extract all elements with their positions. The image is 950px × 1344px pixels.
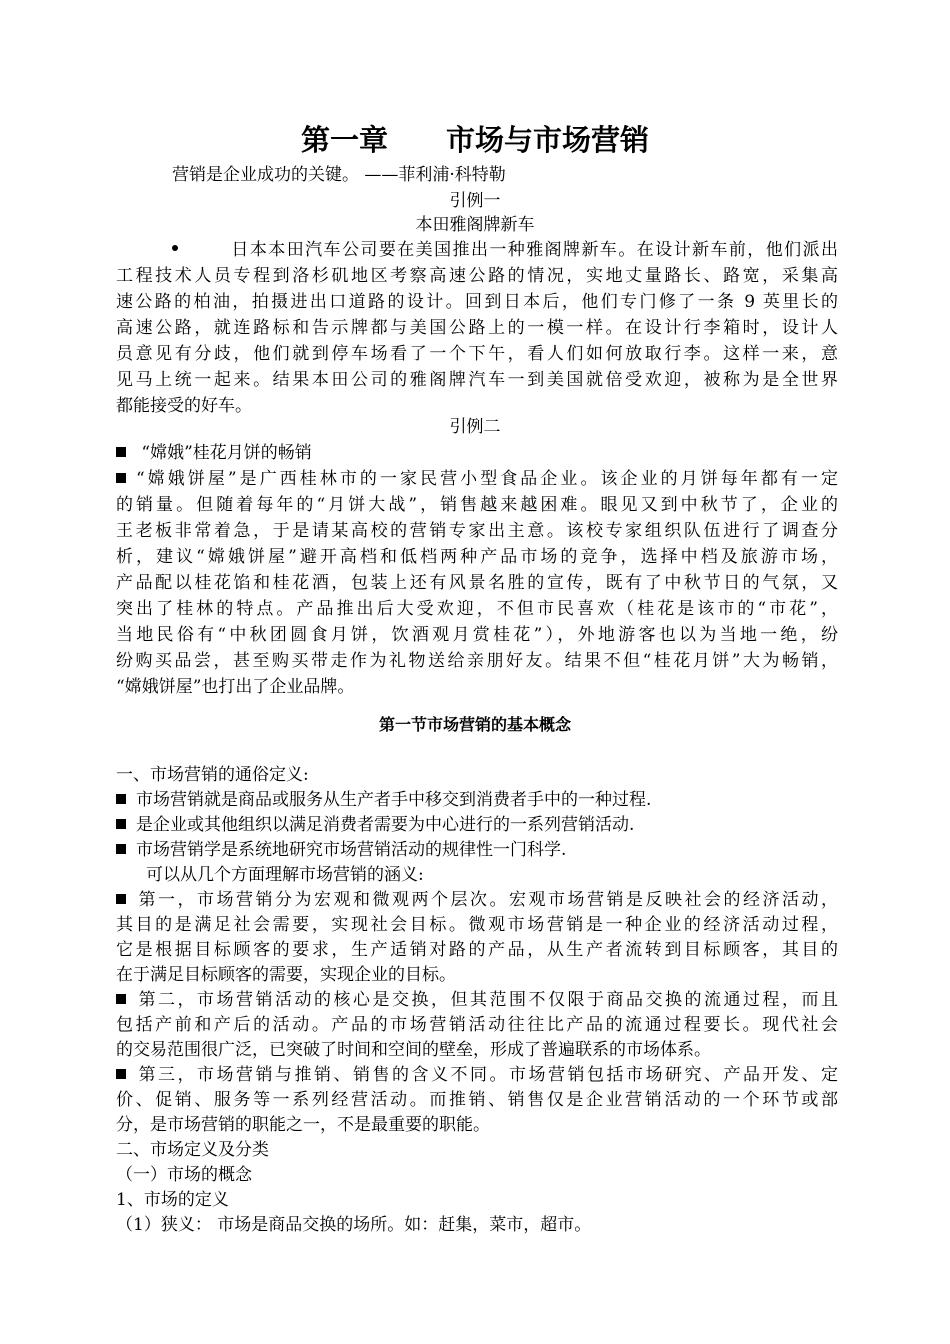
square-bullet-icon [116,844,126,854]
case1-heading: 引例一 [449,191,501,211]
aspect3-line-1: 价、促销、服务等一系列经营活动。而推销、销售仅是企业营销活动的一个环节或部 [116,1090,838,1110]
aspect1-line-0: 第一，市场营销分为宏观和微观两个层次。宏观市场营销是反映社会的经济活动， [116,887,838,913]
definition-item-0: 市场营销就是商品或服务从生产者手中移交到消费者手中的一种过程. [116,787,838,813]
market-definition-heading: 1、市场的定义 [116,1190,229,1210]
aspect3-line-0: 第三，市场营销与推销、销售的含义不同。市场营销包括市场研究、产品开发、定 [116,1062,838,1088]
market-narrow-definition: （1）狭义： 市场是商品交换的场所。如：赶集，菜市，超市。 [116,1215,592,1235]
case2-line-2: 王老板非常着急，于是请某高校的营销专家出主意。该校专家组织队伍进行了调查分 [116,521,838,541]
case1-line-1: 工程技术人员专程到洛杉矶地区考察高速公路的情况，实地丈量路长、路宽，采集高 [116,266,838,286]
square-bullet-icon [116,894,126,904]
case2-line-8: “嫦娥饼屋”也打出了企业品牌。 [116,677,355,697]
square-bullet-icon [116,473,126,483]
aspect2-line-1: 包括产前和产后的活动。产品的市场营销活动往往比产品的流通过程要长。现代社会 [116,1015,838,1035]
definition-item-2: 市场营销学是系统地研究市场营销活动的规律性一门科学. [116,837,838,863]
case2-heading: 引例二 [449,417,501,437]
case2-subtitle: “嫦娥”桂花月饼的畅销 [116,440,838,466]
square-bullet-icon [116,1069,126,1079]
aspect2-line-0: 第二，市场营销活动的核心是交换，但其范围不仅限于商品交换的流通过程，而且 [116,987,838,1013]
case1-line-5: 见马上统一起来。结果本田公司的雅阁牌汽车一到美国就倍受欢迎，被称为是全世界 [116,370,838,390]
case1-subtitle: 本田雅阁牌新车 [415,215,535,235]
definition-intro: 可以从几个方面理解市场营销的涵义: [146,865,424,885]
square-bullet-icon [116,819,126,829]
market-heading: 二、市场定义及分类 [116,1140,269,1160]
case1-line-6: 都能接受的好车。 [116,396,252,416]
case1-line-2: 速公路的柏油，拍摄进出口道路的设计。回到日本后，他们专门修了一条 9 英里长的 [116,292,838,312]
case1-line-3: 高速公路，就连路标和告示牌都与美国公路上的一模一样。在设计行李箱时，设计人 [116,318,838,338]
aspect1-line-2: 它是根据目标顾客的要求，生产适销对路的产品，从生产者流转到目标顾客，其目的 [116,940,838,960]
chapter-title: 第一章 市场与市场营销 [300,123,649,157]
case2-line-1: 的销量。但随着每年的“月饼大战”，销售越来越困难。眼见又到中秋节了，企业的 [116,495,838,515]
square-bullet-icon [116,994,126,1004]
case2-line-3: 析，建议“嫦娥饼屋”避开高档和低档两种产品市场的竞争，选择中档及旅游市场， [116,547,838,567]
definition-heading: 一、市场营销的通俗定义: [116,765,309,785]
market-subheading: （一）市场的概念 [116,1165,252,1185]
case1-line-4: 员意见有分歧，他们就到停车场看了一个下午，看人们如何放取行李。这样一来，意 [116,344,838,364]
aspect1-line-1: 其目的是满足社会需要，实现社会目标。微观市场营销是一种企业的经济活动过程， [116,915,838,935]
case2-line-5: 突出了桂林的特点。产品推出后大受欢迎，不但市民喜欢（桂花是该市的“市花”， [116,599,838,619]
aspect1-line-3: 在于满足目标顾客的需要，实现企业的目标。 [116,965,456,985]
square-bullet-icon [116,447,126,457]
epigraph: 营销是企业成功的关键。 ——菲利浦·科特勒 [172,165,506,185]
case2-line-0: “嫦娥饼屋”是广西桂林市的一家民营小型食品企业。该企业的月饼每年都有一定 [116,466,838,492]
case2-line-6: 当地民俗有“中秋团圆食月饼，饮酒观月赏桂花”），外地游客也以为当地一绝，纷 [116,625,838,645]
aspect3-line-2: 分，是市场营销的职能之一，不是最重要的职能。 [116,1115,490,1135]
case2-line-4: 产品配以桂花馅和桂花酒，包装上还有风景名胜的宣传，既有了中秋节日的气氛，又 [116,573,838,593]
section1-title: 第一节市场营销的基本概念 [378,715,571,734]
case1-line-0: 日本本田汽车公司要在美国推出一种雅阁牌新车。在设计新车前，他们派出 [142,237,838,263]
aspect2-line-2: 的交易范围很广泛，已突破了时间和空间的壁垒，形成了普遍联系的市场体系。 [116,1040,711,1060]
square-bullet-icon [116,794,126,804]
definition-item-1: 是企业或其他组织以满足消费者需要为中心进行的一系列营销活动. [116,812,838,838]
bullet-dot-icon [172,245,178,251]
case2-line-7: 纷购买品尝，甚至购买带走作为礼物送给亲朋好友。结果不但“桂花月饼”大为畅销， [116,651,838,671]
